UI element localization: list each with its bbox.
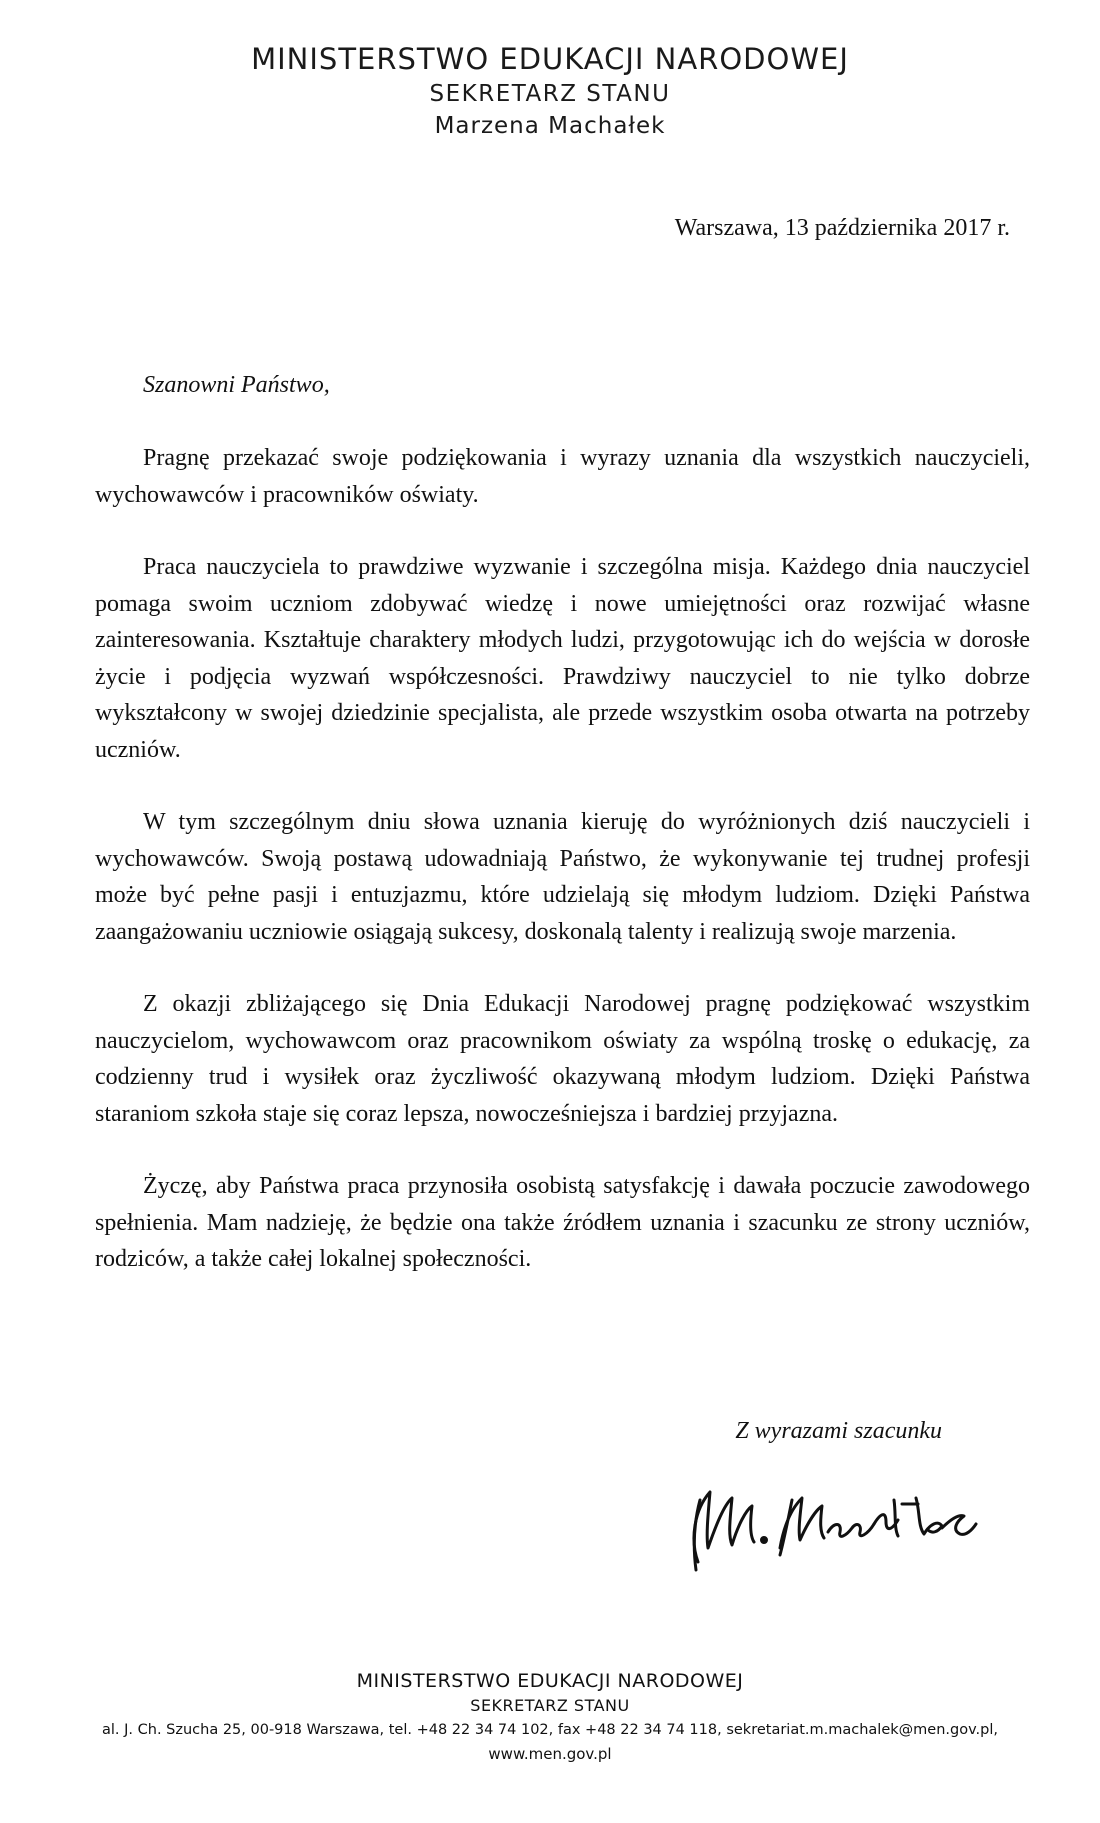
letter-date: Warszawa, 13 października 2017 r. xyxy=(674,215,1010,241)
closing-phrase: Z wyrazami szacunku xyxy=(735,1418,942,1444)
letterhead-name: Marzena Machałek xyxy=(434,113,666,139)
footer-website-link[interactable]: www.men.gov.pl xyxy=(488,1745,612,1763)
letterhead xyxy=(0,40,1100,142)
body-paragraph: Z okazji zbliżającego się Dnia Edukacji Narodowej pragnę podziękować wszystkim nauczycielom, wychowawcom oraz pracownikom oświaty za wspólną troskę o edukację, za codzienny trud i wysiłek oraz życzliwość okazywaną młodym ludziom. Dzięki Państwa staraniom szkoła staje się coraz lepsza, nowocześniejsza i bardziej przyjazna. xyxy=(95,991,1030,1127)
body-paragraph: Praca nauczyciela to prawdziwe wyzwanie i szczególna misja. Każdego dnia nauczyciel pomaga swoim uczniom zdobywać wiedzę i nowe umiejętności oraz rozwijać własne zainteresowania. Kształtuje charaktery młodych ludzi, przygotowując ich do wejścia w dorosłe życie i podjęcia wyzwań współczesności. Prawdziwy nauczyciel to nie tylko dobrze wykształcony w swojej dziedzinie specjalista, ale przede wszystkim osoba otwarta na potrzeby uczniów. xyxy=(95,554,1030,763)
letter-body xyxy=(95,440,1030,1314)
letterhead-position: SEKRETARZ STANU xyxy=(429,81,671,107)
letterhead-ministry: MINISTERSTWO EDUKACJI NARODOWEJ xyxy=(251,42,849,76)
body-paragraph: Życzę, aby Państwa praca przynosiła osobistą satysfakcję i dawała poczucie zawodowego spełnienia. Mam nadzieję, że będzie ona także źródłem uznania i szacunku ze strony uczniów, rodziców, a także całej lokalnej społeczności. xyxy=(95,1173,1030,1272)
footer-position: SEKRETARZ STANU xyxy=(470,1696,630,1715)
footer-address: al. J. Ch. Szucha 25, 00-918 Warszawa, tel. +48 22 34 74 102, fax +48 22 34 74 118, sekretariat.m.machalek@men.gov.pl, xyxy=(102,1722,998,1738)
handwritten-signature xyxy=(680,1470,1000,1580)
salutation: Szanowni Państwo, xyxy=(143,372,330,398)
footer-ministry: MINISTERSTWO EDUKACJI NARODOWEJ xyxy=(356,1670,744,1692)
letter-footer xyxy=(0,1668,1100,1766)
body-paragraph: Pragnę przekazać swoje podziękowania i wyrazy uznania dla wszystkich nauczycieli, wychowawców i pracowników oświaty. xyxy=(95,445,1030,508)
body-paragraph: W tym szczególnym dniu słowa uznania kieruję do wyróżnionych dziś nauczycieli i wychowawców. Swoją postawą udowadniają Państwo, że wykonywanie tej trudnej profesji może być pełne pasji i entuzjazmu, które udzielają się młodym ludziom. Dzięki Państwa zaangażowaniu uczniowie osiągają sukcesy, doskonalą talenty i realizują swoje marzenia. xyxy=(95,809,1030,945)
